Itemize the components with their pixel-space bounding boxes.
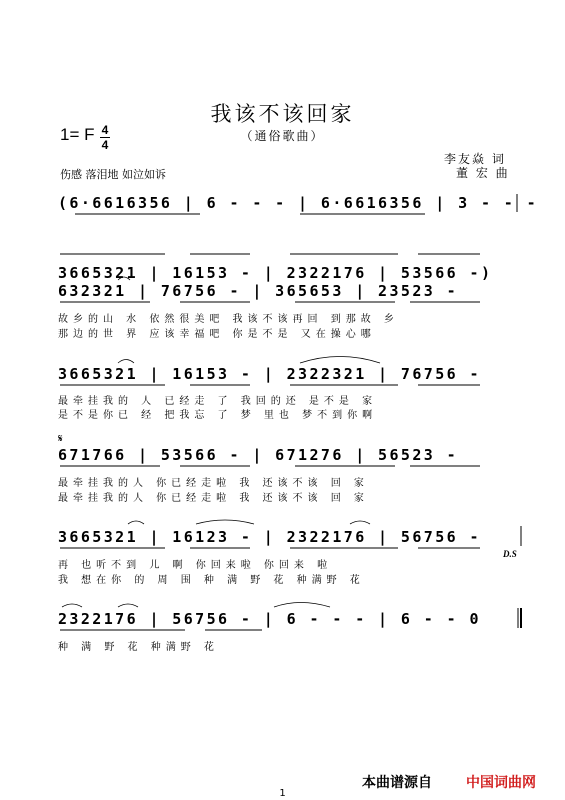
score-row-2-notes: 3665321 | 16153 - | 2322176 | 53566 -) [58, 264, 493, 282]
time-signature-bottom: 4 [101, 138, 109, 152]
page-number: 1 [279, 788, 286, 799]
footer-source-label: 本曲谱源自 [362, 775, 432, 791]
lyricist-credit: 李友焱 词 [444, 152, 506, 166]
slurs [62, 277, 380, 607]
barlines [517, 194, 521, 628]
score-row-1-notes: (6·6616356 | 6 - - - | 6·6616356 | 3 - - - [58, 194, 539, 212]
score-row-3-notes: 632321 | 76756 - | 365653 | 23523 - [58, 282, 459, 300]
segno-sign: 𝄋 [58, 432, 63, 445]
score-row-6-lyric-1: 再 也听不到 儿 啊 你回来啦 你回来 啦 [58, 560, 333, 571]
score-row-4-notes: 3665321 | 16153 - | 2322321 | 76756 - [58, 365, 481, 383]
score-row-5-lyric-2: 最牵挂我的人 你已经走啦 我 还该不该 回 家 [58, 493, 369, 504]
expression-marking: 伤感 落泪地 如泣如诉 [60, 168, 166, 181]
score-row-3-lyric-2: 那边的世 界 应该幸福吧 你是不是 又在操心哪 [58, 329, 376, 340]
score-row-5-lyric-1: 最牵挂我的人 你已经走啦 我 还该不该 回 家 [58, 478, 369, 489]
score-row-3-lyric-1: 故乡的山 水 依然很美吧 我该不该再回 到那故 乡 [58, 314, 399, 325]
score-row-6-lyric-2: 我 想在你 的 周 围 种 满 野 花 种满野 花 [58, 575, 365, 586]
time-signature-top: 4 [101, 123, 109, 137]
score-row-4-lyric-2: 是不是你已 经 把我忘 了 梦 里也 梦不到你啊 [58, 410, 378, 421]
song-subtitle: （通俗歌曲） [240, 129, 325, 143]
score-row-5-notes: 671766 | 53566 - | 671276 | 56523 - [58, 446, 459, 464]
song-title: 我该不该回家 [210, 102, 355, 126]
beams [60, 214, 480, 630]
composer-credit: 董 宏 曲 [456, 166, 510, 180]
footer-site-name[interactable]: 中国词曲网 [466, 775, 536, 791]
ds-mark: D.S [503, 549, 517, 559]
score-row-6-notes: 3665321 | 16123 - | 2322176 | 56756 - [58, 528, 481, 546]
score-row-7-lyric-1: 种 满 野 花 种满野 花 [58, 642, 219, 653]
key-signature: 1= F [60, 125, 95, 144]
score-row-4-lyric-1: 最牵挂我的 人 已经走 了 我回的还 是不是 家 [58, 396, 378, 407]
score-row-7-notes: 2322176 | 56756 - | 6 - - - | 6 - - 0 [58, 610, 481, 628]
